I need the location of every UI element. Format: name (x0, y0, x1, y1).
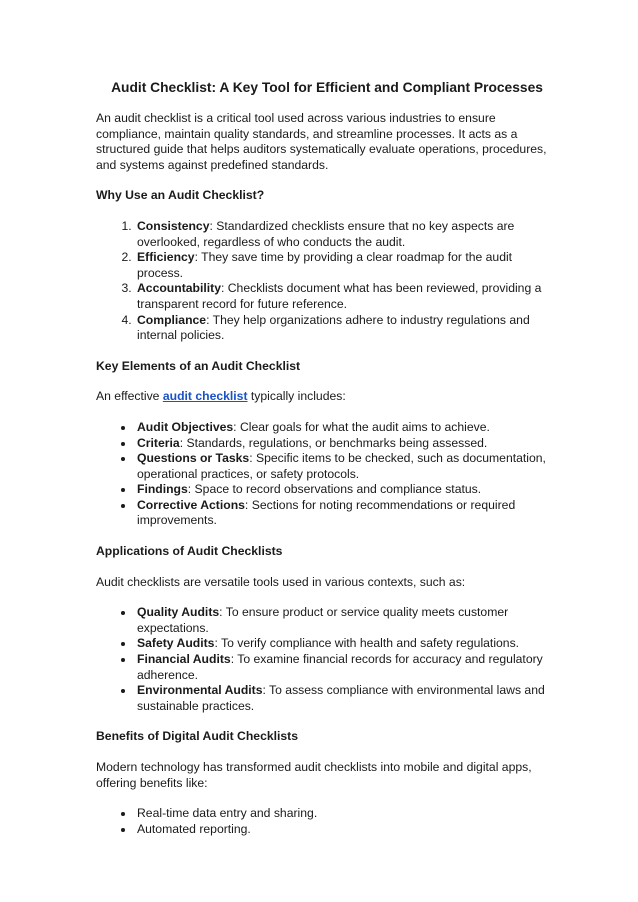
item-term: Audit Objectives (137, 419, 234, 434)
list-item (135, 652, 548, 683)
item-text: : They save time by providing a clear roadmap for the audit process. (137, 250, 513, 280)
intro-paragraph: An audit checklist is a critical tool used across various industries to ensure compliance, maintain quality standards, and streamline processes. It acts as a structured guide that helps auditors systematically evaluate operations, procedures, and systems against predefined standards. (96, 111, 547, 172)
applications-list (96, 605, 548, 714)
item-term: Questions or Tasks (137, 451, 250, 466)
item-text: : Standards, regulations, or benchmarks being assessed. (179, 435, 488, 450)
item-term: Environmental Audits (137, 683, 263, 698)
list-item (135, 451, 548, 482)
elements-intro (96, 389, 548, 405)
item-term: Criteria (137, 435, 180, 450)
item-text: : Sections for noting recommendations or required improvements. (137, 497, 516, 528)
list-item (135, 420, 548, 436)
item-term: Consistency (137, 218, 210, 233)
item-term: Compliance (137, 312, 207, 327)
elements-intro-before: An effective (96, 389, 163, 404)
item-text: : Specific items to be checked, such as documentation, operational practices, or safety protocols. (137, 451, 546, 481)
list-item: • Real-time data entry and sharing. (135, 806, 548, 822)
benefits-list (96, 806, 548, 837)
item-term: Efficiency (137, 250, 195, 265)
benefits-intro: Modern technology has transformed audit checklists into mobile and digital apps, offering benefits like: (96, 760, 532, 790)
elements-intro-after: typically includes: (247, 389, 346, 404)
list-item (135, 219, 548, 250)
item-text: : Space to record observations and compliance status. (187, 482, 482, 497)
item-term: Financial Audits (137, 652, 231, 667)
item-term: Accountability (137, 281, 221, 296)
item-text: : Clear goals for what the audit aims to achieve. (233, 419, 490, 434)
list-item (135, 498, 548, 529)
item-text: : Checklists document what has been reviewed, providing a transparent record for future reference. (137, 281, 542, 311)
page-title: Audit Checklist: A Key Tool for Efficient and Compliant Processes (111, 80, 543, 95)
list-item (135, 636, 548, 652)
item-term: Findings (137, 482, 188, 497)
applications-heading: Applications of Audit Checklists (96, 544, 283, 559)
list-item (135, 313, 548, 344)
item-text: : They help organizations adhere to industry regulations and internal policies. (137, 312, 530, 343)
list-item (135, 683, 548, 714)
elements-list (96, 420, 548, 529)
list-item (135, 436, 548, 452)
item-text: : To examine financial records for accuracy and regulatory adherence. (137, 652, 543, 682)
item-text: : To ensure product or service quality meets customer expectations. (137, 605, 509, 635)
item-term: Corrective Actions (137, 497, 245, 512)
item-text: : To verify compliance with health and safety regulations. (214, 636, 520, 651)
elements-heading: Key Elements of an Audit Checklist (96, 358, 301, 373)
list-item (135, 482, 548, 498)
item-term: Quality Audits (137, 605, 220, 620)
why-list (96, 219, 548, 344)
applications-intro: Audit checklists are versatile tools used in various contexts, such as: (96, 574, 466, 589)
benefits-heading: Benefits of Digital Audit Checklists (96, 729, 299, 744)
list-item (135, 605, 548, 636)
list-item (135, 250, 548, 281)
list-item (135, 281, 548, 312)
item-text: : Standardized checklists ensure that no key aspects are overlooked, regardless of who conducts the audit. (137, 218, 515, 249)
audit-checklist-link[interactable]: audit checklist (162, 389, 248, 404)
item-term: Safety Audits (137, 636, 215, 651)
why-heading: Why Use an Audit Checklist? (96, 188, 265, 203)
list-item: • Automated reporting. (135, 822, 548, 838)
item-text: : To assess compliance with environmental laws and sustainable practices. (137, 683, 545, 713)
